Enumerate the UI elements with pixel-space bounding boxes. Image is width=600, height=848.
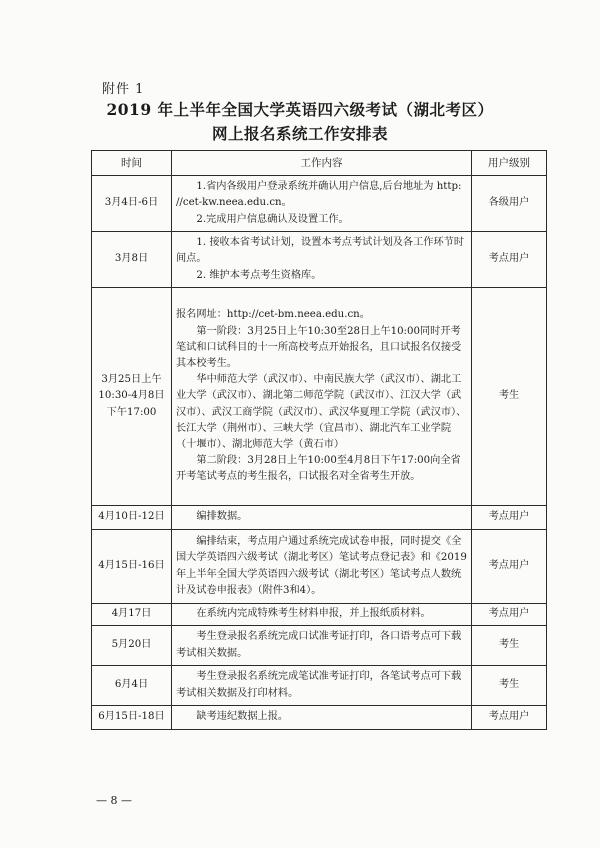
content-paragraph: 第一阶段：3月25日上午10:30至28日上午10:00同时开考笔试和口试科目的十一所高校考点开始报名，且口试报名仅接受其本校考生。 — [176, 325, 462, 369]
content-paragraph: 华中师范大学（武汉市）、中南民族大学（武汉市）、湖北工业大学（武汉市）、湖北第二师范学院（武汉市）、江汉大学（武汉市）、武汉工商学院（武汉市）、武汉华夏理工学院（武汉市）、长江大学（荆州市）、三峡大学（宜昌市）、湖北汽车工业学院（十堰市）、湖北师范大学（黄石市） — [176, 374, 467, 450]
table-row — [92, 604, 547, 626]
attachment-label: 附件 1 — [102, 82, 145, 97]
table-header-row — [92, 151, 547, 176]
row-content — [172, 626, 472, 666]
row-content — [172, 176, 472, 232]
schedule-table — [91, 150, 547, 730]
content-paragraph: 1. 接收本省考试计划，设置本考点考试计划及各工作环节时间点。 — [176, 237, 465, 265]
row-user-level: 考点用户 — [472, 530, 547, 604]
row-content — [172, 232, 472, 288]
row-content — [172, 288, 472, 506]
row-user-level: 考生 — [472, 666, 547, 706]
table-row — [92, 706, 547, 730]
row-user-level: 考生 — [472, 288, 547, 506]
row-content — [172, 506, 472, 530]
row-content — [172, 706, 472, 730]
header-content: 工作内容 — [172, 151, 472, 176]
content-paragraph: 编排数据。 — [196, 511, 248, 523]
content-paragraph: 报名网址：http://cet-bm.neea.edu.cn。 — [176, 309, 370, 321]
row-user-level: 各级用户 — [472, 176, 547, 232]
header-user-level: 用户级别 — [472, 151, 547, 176]
content-paragraph: 1.省内各级用户登录系统并确认用户信息,后台地址为 http: //cet-kw.neea.edu.cn。 — [176, 181, 462, 209]
table-row — [92, 666, 547, 706]
row-content — [172, 666, 472, 706]
row-user-level: 考点用户 — [472, 506, 547, 530]
table-row — [92, 506, 547, 530]
table-row — [92, 530, 547, 604]
row-time: 4月17日 — [92, 604, 172, 626]
row-time: 3月8日 — [92, 232, 172, 288]
row-time: 6月4日 — [92, 666, 172, 706]
row-time: 4月10日-12日 — [92, 506, 172, 530]
row-time: 6月15日-18日 — [92, 706, 172, 730]
row-time: 4月15日-16日 — [92, 530, 172, 604]
content-paragraph: 2.完成用户信息确认及设置工作。 — [196, 213, 349, 225]
row-user-level: 考生 — [472, 626, 547, 666]
content-paragraph: 编排结束，考点用户通过系统完成试卷申报，同时提交《全国大学英语四六级考试（湖北考区）笔试考点登记表》和《2019年上半年全国大学英语四六级考试（湖北考区）笔试考点人数统计及试卷申报表》（附件3和4）。 — [176, 536, 467, 596]
content-paragraph: 2. 维护本考点考生资格库。 — [196, 269, 322, 281]
content-paragraph: 第二阶段：3月28日上午10:00至4月8日下午17:00向全省开考笔试考点的考生报名，口试报名对全省考生开放。 — [176, 455, 461, 483]
content-paragraph: 缺考违纪数据上报。 — [196, 711, 289, 723]
row-content — [172, 530, 472, 604]
table-row — [92, 232, 547, 288]
row-time: 3月4日-6日 — [92, 176, 172, 232]
table-row — [92, 626, 547, 666]
row-content — [172, 604, 472, 626]
content-paragraph: 考生登录报名系统完成口试准考证打印，各口语考点可下载考试相关数据。 — [176, 631, 462, 659]
row-user-level: 考点用户 — [472, 604, 547, 626]
content-paragraph: 考生登录报名系统完成笔试准考证打印，各笔试考点可下载考试相关数据及打印材料。 — [176, 671, 462, 699]
table-row — [92, 288, 547, 506]
table-row — [92, 176, 547, 232]
page-number: — 8 — — [96, 794, 132, 807]
row-user-level: 考点用户 — [472, 706, 547, 730]
row-time: 3月25日上午10:30-4月8日下午17:00 — [92, 288, 172, 506]
content-paragraph: 在系统内完成特殊考生材料申报，并上报纸质材料。 — [196, 608, 431, 620]
document-title-line1: 2019 年上半年全国大学英语四六级考试（湖北考区） — [106, 100, 494, 119]
row-time: 5月20日 — [92, 626, 172, 666]
document-title-line2: 网上报名系统工作安排表 — [211, 124, 388, 143]
row-user-level: 考点用户 — [472, 232, 547, 288]
header-time: 时间 — [92, 151, 172, 176]
